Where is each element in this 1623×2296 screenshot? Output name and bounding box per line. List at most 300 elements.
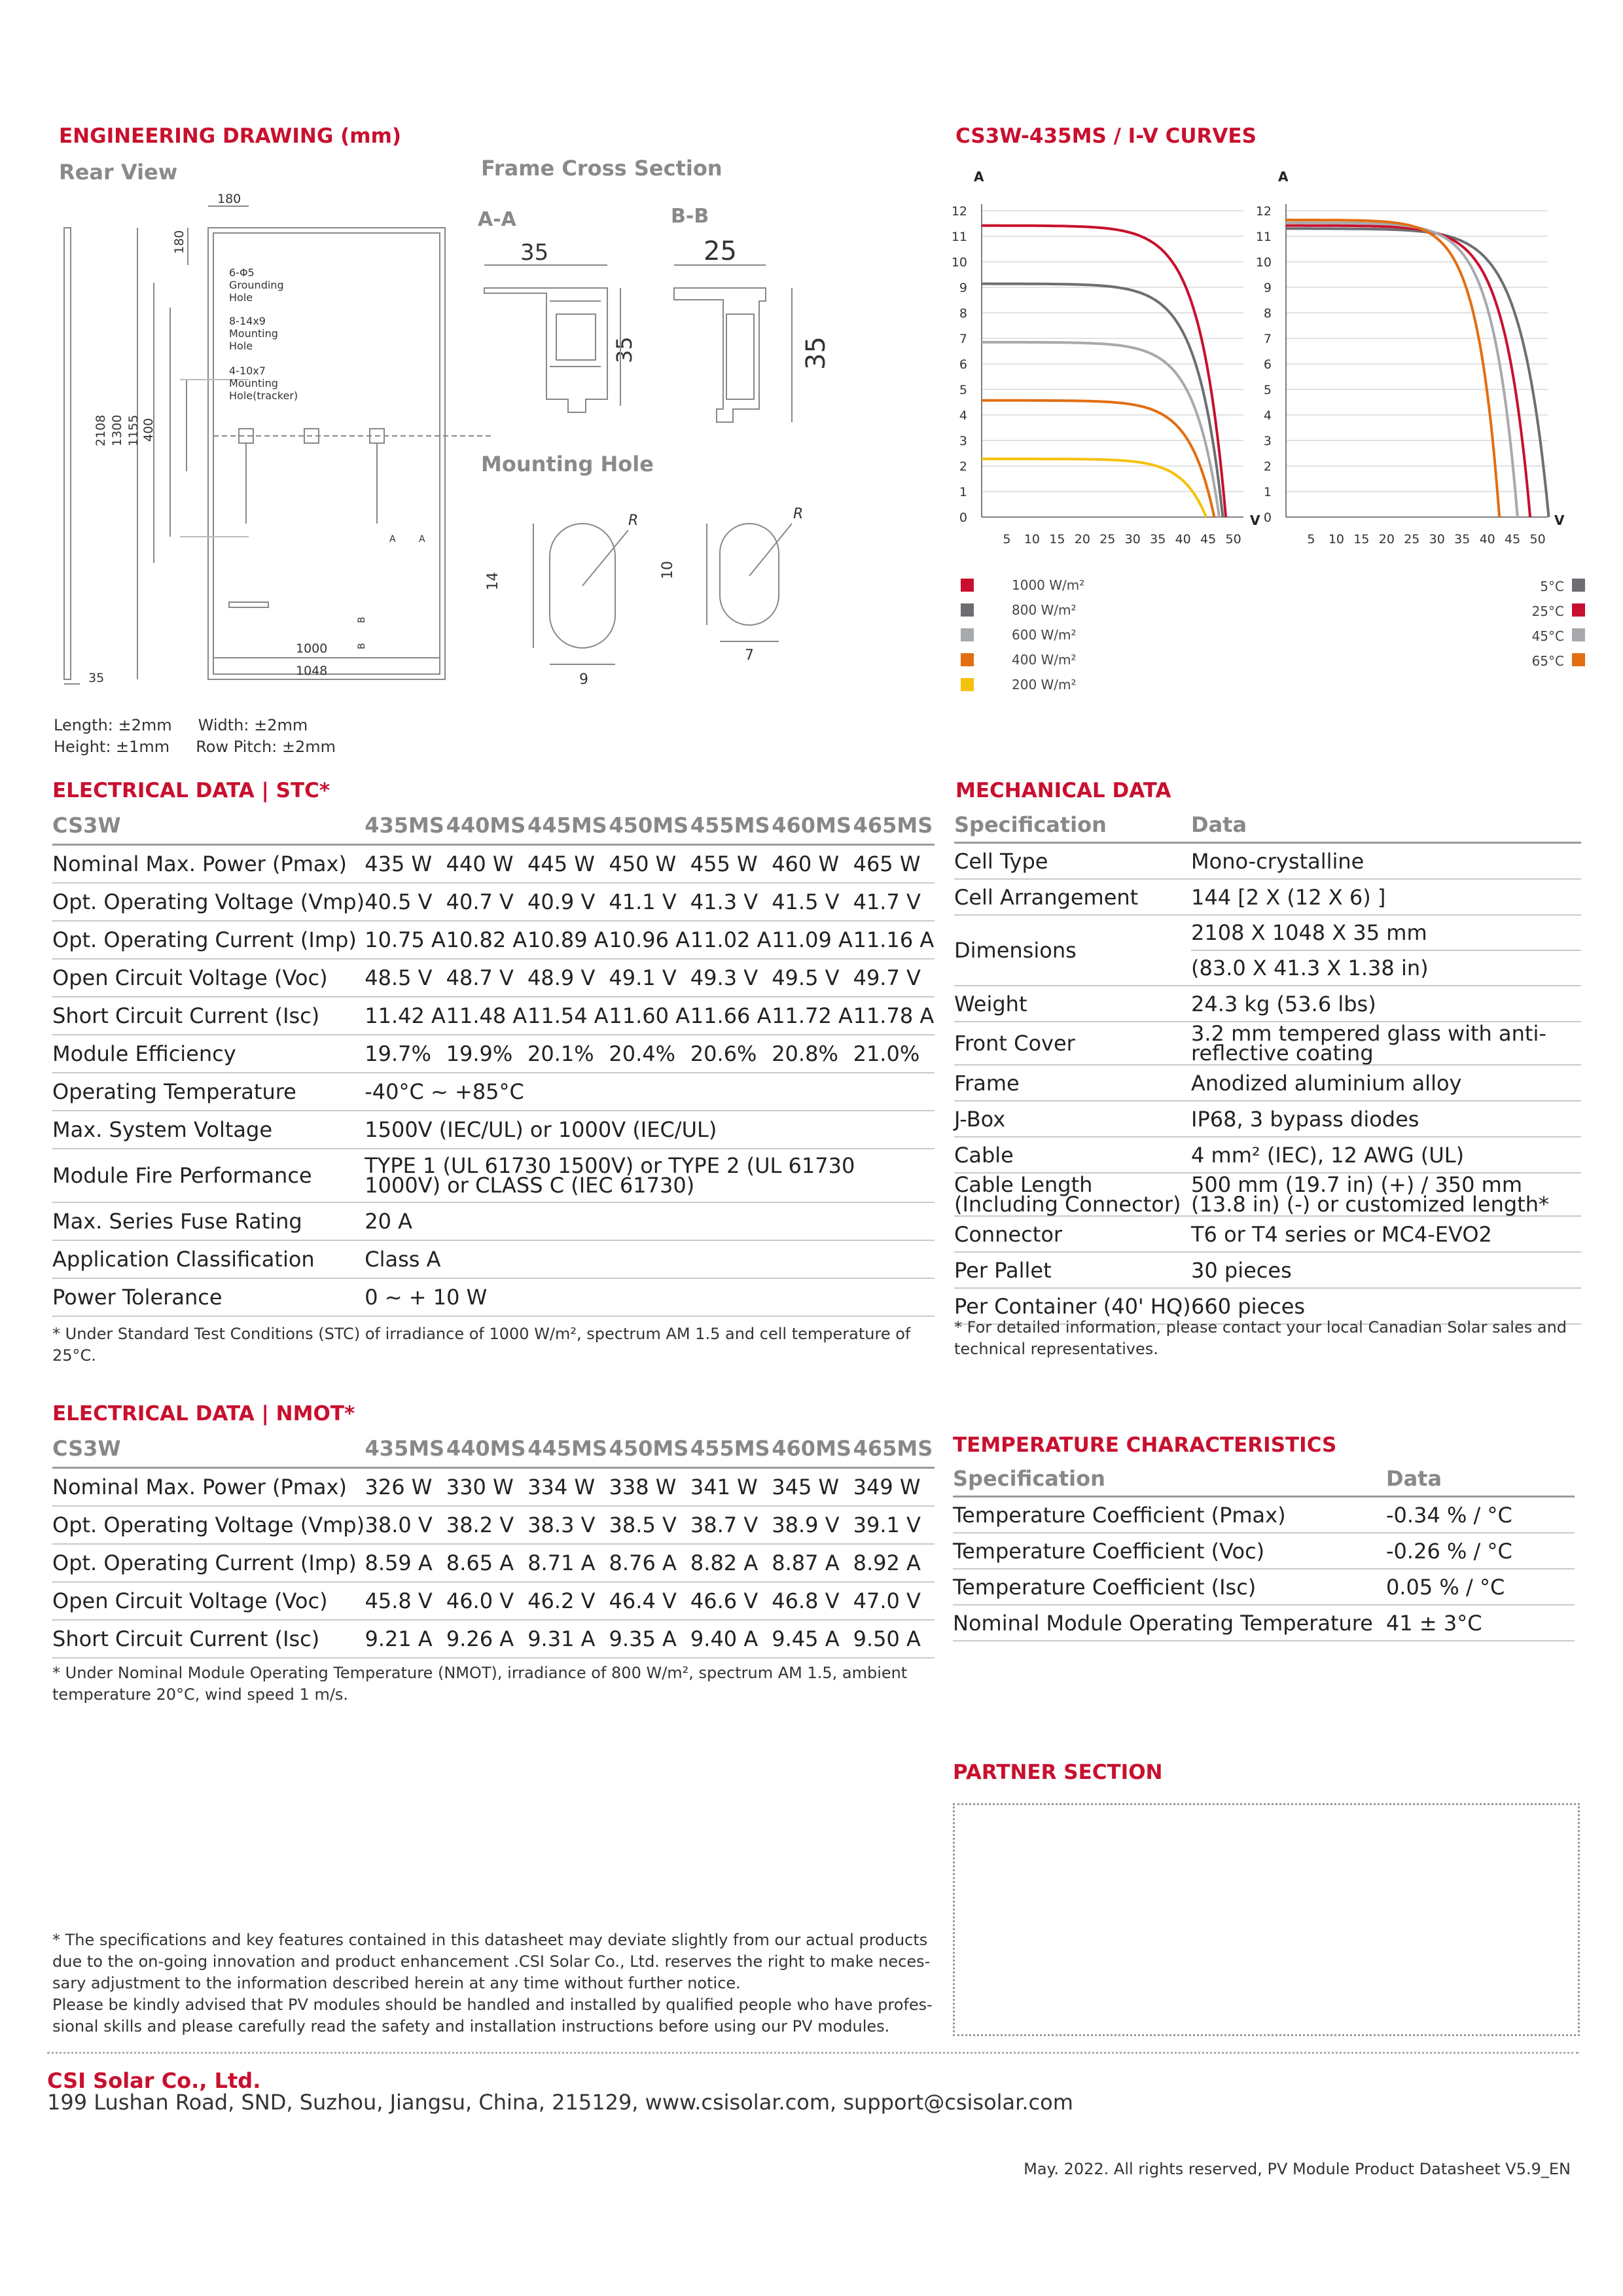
stc-span-label: Max. Series Fuse Rating xyxy=(52,1202,365,1240)
stc-row-label: Nominal Max. Power (Pmax) xyxy=(52,845,365,884)
section-mark-a1: A xyxy=(389,534,396,545)
mechanical-spec: J-Box xyxy=(954,1101,1191,1137)
stc-row-label: Opt. Operating Voltage (Vmp) xyxy=(52,883,365,921)
x-tick-label: 35 xyxy=(1150,532,1166,547)
y-tick-label: 7 xyxy=(959,332,967,346)
stc-span-row xyxy=(52,1111,935,1149)
aa-profile-inner xyxy=(550,301,601,367)
nmot-cell: 47.0 V xyxy=(853,1582,935,1620)
callout-grounding-3: Hole xyxy=(229,291,253,304)
stc-row xyxy=(52,921,935,959)
legend-swatch-5c xyxy=(1572,579,1585,592)
x-tick-label: 45 xyxy=(1200,532,1217,547)
stc-cell: 435 W xyxy=(365,845,446,884)
mechanical-header-spec: Specification xyxy=(954,807,1191,843)
x-tick-label: 35 xyxy=(1454,532,1471,547)
stc-span-row xyxy=(52,1149,935,1202)
y-tick-label: 4 xyxy=(1263,408,1272,423)
mh1-width: 9 xyxy=(579,672,588,688)
temperature-spec: Temperature Coefficient (Voc) xyxy=(953,1533,1386,1569)
nmot-cell: 45.8 V xyxy=(365,1582,446,1620)
aa-height: 35 xyxy=(612,336,637,363)
stc-cell: 49.7 V xyxy=(853,959,935,997)
callout-tracker-3: Hole(tracker) xyxy=(229,389,298,402)
stc-footnote: * Under Standard Test Conditions (STC) of irradiance of 1000 W/m², spectrum AM 1.5 and cell temperature of 25°C. xyxy=(52,1325,911,1365)
stc-span-value: 1500V (IEC/UL) or 1000V (IEC/UL) xyxy=(365,1111,935,1149)
stc-span-value: 0 ~ + 10 W xyxy=(365,1278,935,1316)
mechanical-data-title: MECHANICAL DATA xyxy=(955,779,1171,802)
nmot-row-label: Opt. Operating Current (Imp) xyxy=(52,1544,365,1582)
stc-cell: 49.3 V xyxy=(690,959,772,997)
mechanical-table xyxy=(954,807,1581,1325)
legend-label-200: 200 W/m² xyxy=(1012,677,1077,692)
mechanical-row xyxy=(954,1173,1581,1216)
stc-row-label: Opt. Operating Current (Imp) xyxy=(52,921,365,959)
stc-col-header: 460MS xyxy=(772,807,853,845)
x-tick-label: 25 xyxy=(1099,532,1116,547)
x-tick-label: 5 xyxy=(1307,532,1315,547)
nmot-cell: 8.59 A xyxy=(365,1544,446,1582)
y-tick-label: 11 xyxy=(951,230,967,244)
stc-cell: 41.3 V xyxy=(690,883,772,921)
legend-swatch-1000 xyxy=(961,579,974,592)
footer-company: CSI Solar Co., Ltd. xyxy=(47,2068,261,2093)
stc-row xyxy=(52,845,935,884)
section-mark-a2: A xyxy=(419,534,425,545)
nmot-header-row xyxy=(52,1430,935,1468)
mechanical-spec: Connector xyxy=(954,1216,1191,1252)
dim-400: 400 xyxy=(141,418,156,442)
iv-series-2-4 xyxy=(1286,220,1499,517)
y-tick-label: 2 xyxy=(1263,459,1272,474)
mechanical-spec: Weight xyxy=(954,986,1191,1022)
nmot-cell: 38.5 V xyxy=(609,1506,690,1544)
y-tick-label: 9 xyxy=(1263,281,1272,295)
nmot-cell: 39.1 V xyxy=(853,1506,935,1544)
temperature-value: 0.05 % / °C xyxy=(1386,1569,1575,1605)
nmot-col-header: 440MS xyxy=(446,1430,527,1468)
nmot-col-header: 450MS xyxy=(609,1430,690,1468)
mh1-radius: R xyxy=(628,512,639,529)
stc-row-label: Module Efficiency xyxy=(52,1035,365,1073)
bb-height: 35 xyxy=(801,336,831,370)
mechanical-value: 30 pieces xyxy=(1191,1252,1581,1288)
mounting-hole-2 xyxy=(720,524,779,625)
stc-span-label: Max. System Voltage xyxy=(52,1111,365,1149)
nmot-col-header: 455MS xyxy=(690,1430,772,1468)
legend-label-5c: 5°C xyxy=(1540,579,1564,594)
nmot-cell: 338 W xyxy=(609,1468,690,1507)
nmot-row xyxy=(52,1468,935,1507)
legend-swatch-25c xyxy=(1572,603,1585,617)
y-tick-label: 4 xyxy=(959,408,967,423)
stc-row xyxy=(52,883,935,921)
stc-model: CS3W xyxy=(52,807,365,845)
nmot-cell: 8.92 A xyxy=(853,1544,935,1582)
nmot-cell: 9.50 A xyxy=(853,1620,935,1658)
stc-col-header: 455MS xyxy=(690,807,772,845)
nmot-cell: 8.87 A xyxy=(772,1544,853,1582)
nmot-cell: 334 W xyxy=(527,1468,609,1507)
nmot-cell: 9.45 A xyxy=(772,1620,853,1658)
temperature-table xyxy=(953,1461,1575,1641)
footer-divider xyxy=(47,2052,1578,2054)
x-tick-label: 25 xyxy=(1404,532,1420,547)
nmot-cell: 349 W xyxy=(853,1468,935,1507)
mechanical-value: 660 pieces xyxy=(1191,1288,1581,1324)
iv-series-2-1 xyxy=(1286,228,1549,517)
temperature-spec: Nominal Module Operating Temperature xyxy=(953,1605,1386,1641)
mechanical-spec: Frame xyxy=(954,1065,1191,1101)
callout-grounding-1: 6-Φ5 xyxy=(229,266,255,279)
nmot-cell: 326 W xyxy=(365,1468,446,1507)
disclaimer-line4: Please be kindly advised that PV modules should be handled and installed by qualified people who have profes- xyxy=(52,1996,933,2014)
stc-cell: 20.6% xyxy=(690,1035,772,1073)
y-tick-label: 5 xyxy=(1263,383,1272,397)
dim-1048: 1048 xyxy=(296,664,328,678)
legend-swatch-65c xyxy=(1572,653,1585,666)
x-unit-label: V xyxy=(1250,512,1260,528)
stc-span-label: Module Fire Performance xyxy=(52,1149,365,1202)
stc-span-row xyxy=(52,1202,935,1240)
stc-cell: 49.1 V xyxy=(609,959,690,997)
stc-cell: 19.9% xyxy=(446,1035,527,1073)
stc-cell: 20.8% xyxy=(772,1035,853,1073)
nmot-cell: 9.31 A xyxy=(527,1620,609,1658)
y-tick-label: 10 xyxy=(951,255,967,270)
y-tick-label: 0 xyxy=(959,511,967,525)
stc-cell: 11.48 A xyxy=(446,997,527,1035)
nmot-footnote xyxy=(52,1662,942,1706)
aa-width: 35 xyxy=(520,240,549,266)
x-tick-label: 10 xyxy=(1024,532,1041,547)
nmot-col-header: 435MS xyxy=(365,1430,446,1468)
mechanical-value: Anodized aluminium alloy xyxy=(1191,1065,1581,1101)
mechanical-row-dimensions xyxy=(954,915,1581,986)
stc-cell: 465 W xyxy=(853,845,935,884)
stc-col-header: 440MS xyxy=(446,807,527,845)
stc-cell: 40.9 V xyxy=(527,883,609,921)
x-tick-label: 50 xyxy=(1529,532,1546,547)
aa-profile xyxy=(484,288,607,412)
nmot-cell: 38.2 V xyxy=(446,1506,527,1544)
stc-row-label: Open Circuit Voltage (Voc) xyxy=(52,959,365,997)
callout-grounding-2: Grounding xyxy=(229,279,284,291)
temperature-spec: Temperature Coefficient (Isc) xyxy=(953,1569,1386,1605)
stc-cell: 40.5 V xyxy=(365,883,446,921)
x-tick-label: 15 xyxy=(1049,532,1065,547)
y-tick-label: 11 xyxy=(1255,230,1272,244)
stc-cell: 20.4% xyxy=(609,1035,690,1073)
mechanical-spec: Front Cover xyxy=(954,1022,1191,1065)
mechanical-spec: Cell Arrangement xyxy=(954,879,1191,915)
temperature-value: 41 ± 3°C xyxy=(1386,1605,1575,1641)
y-tick-label: 9 xyxy=(959,281,967,295)
stc-cell: 11.78 A xyxy=(853,997,935,1035)
stc-cell: 11.72 A xyxy=(772,997,853,1035)
stc-cell: 40.7 V xyxy=(446,883,527,921)
x-tick-label: 10 xyxy=(1328,532,1345,547)
nmot-cell: 8.71 A xyxy=(527,1544,609,1582)
stc-span-label: Application Classification xyxy=(52,1240,365,1278)
temperature-value: -0.26 % / °C xyxy=(1386,1533,1575,1569)
mechanical-row xyxy=(954,1252,1581,1288)
mechanical-row xyxy=(954,1065,1581,1101)
stc-title: ELECTRICAL DATA | STC* xyxy=(52,779,330,802)
stc-span-value: TYPE 1 (UL 61730 1500V) or TYPE 2 (UL 61730 1000V) or CLASS C (IEC 61730) xyxy=(365,1149,935,1202)
nmot-cell: 8.65 A xyxy=(446,1544,527,1582)
nmot-cell: 9.40 A xyxy=(690,1620,772,1658)
mechanical-row xyxy=(954,1216,1581,1252)
nmot-cell: 46.6 V xyxy=(690,1582,772,1620)
stc-cell: 11.42 A xyxy=(365,997,446,1035)
mechanical-row xyxy=(954,1137,1581,1173)
stc-row xyxy=(52,959,935,997)
mechanical-header-data: Data xyxy=(1191,807,1581,843)
x-tick-label: 15 xyxy=(1353,532,1370,547)
mounting-hole-label: Mounting Hole xyxy=(481,452,654,476)
temperature-header-data: Data xyxy=(1386,1461,1575,1497)
nmot-cell: 8.76 A xyxy=(609,1544,690,1582)
x-tick-label: 30 xyxy=(1429,532,1445,547)
dim-180-side: 180 xyxy=(172,230,187,254)
x-tick-label: 20 xyxy=(1378,532,1395,547)
stc-cell: 41.5 V xyxy=(772,883,853,921)
tolerances xyxy=(54,715,336,758)
iv-panel-1 xyxy=(952,169,1260,547)
x-tick-label: 30 xyxy=(1124,532,1141,547)
tolerance-row-pitch: Row Pitch: ±2mm xyxy=(196,738,336,756)
nmot-cell: 46.2 V xyxy=(527,1582,609,1620)
stc-cell: 460 W xyxy=(772,845,853,884)
iv-curves-chart xyxy=(942,164,1597,550)
iv-series-1-3 xyxy=(982,342,1219,517)
y-tick-label: 10 xyxy=(1255,255,1272,270)
disclaimer-line2: due to the on-going innovation and product enhancement .CSI Solar Co., Ltd. reserves the right to make neces- xyxy=(52,1952,931,1971)
dim-180-top: 180 xyxy=(217,192,241,206)
y-tick-label: 8 xyxy=(1263,306,1272,321)
nmot-cell: 9.26 A xyxy=(446,1620,527,1658)
y-tick-label: 0 xyxy=(1263,511,1272,525)
stc-col-header: 445MS xyxy=(527,807,609,845)
stc-col-header: 465MS xyxy=(853,807,935,845)
side-profile xyxy=(64,228,71,679)
mechanical-header-row xyxy=(954,807,1581,843)
mechanical-spec: Cell Type xyxy=(954,843,1191,880)
stc-cell: 10.89 A xyxy=(527,921,609,959)
legend-swatch-400 xyxy=(961,653,974,666)
legend-label-45c: 45°C xyxy=(1531,628,1564,644)
nmot-model: CS3W xyxy=(52,1430,365,1468)
iv-series-1-1 xyxy=(982,226,1226,517)
x-tick-label: 40 xyxy=(1175,532,1191,547)
disclaimer xyxy=(52,1929,942,2037)
stc-cell: 49.5 V xyxy=(772,959,853,997)
section-aa-label: A-A xyxy=(478,208,516,231)
legend-label-25c: 25°C xyxy=(1531,603,1564,619)
temperature-row xyxy=(953,1605,1575,1641)
nmot-cell: 9.21 A xyxy=(365,1620,446,1658)
mechanical-row xyxy=(954,1022,1581,1065)
y-tick-label: 3 xyxy=(1263,434,1272,448)
y-tick-label: 1 xyxy=(959,485,967,499)
legend-label-800: 800 W/m² xyxy=(1012,602,1077,618)
temperature-header-row xyxy=(953,1461,1575,1497)
nmot-row-label: Opt. Operating Voltage (Vmp) xyxy=(52,1506,365,1544)
stc-cell: 11.66 A xyxy=(690,997,772,1035)
mh2-radius: R xyxy=(793,506,804,522)
nmot-cell: 46.4 V xyxy=(609,1582,690,1620)
stc-cell: 48.7 V xyxy=(446,959,527,997)
mechanical-value-dimensions xyxy=(1191,915,1581,986)
callout-mounting-3: Hole xyxy=(229,340,253,352)
legend-swatch-45c xyxy=(1572,628,1585,641)
mechanical-value: 3.2 mm tempered glass with anti-reflective coating xyxy=(1191,1022,1581,1065)
y-tick-label: 12 xyxy=(1255,204,1272,219)
legend-swatch-200 xyxy=(961,678,974,691)
nmot-col-header: 465MS xyxy=(853,1430,935,1468)
nmot-cell: 38.0 V xyxy=(365,1506,446,1544)
stc-span-row xyxy=(52,1073,935,1111)
nmot-cell: 345 W xyxy=(772,1468,853,1507)
callout-tracker-1: 4-10x7 xyxy=(229,365,266,377)
nmot-cell: 330 W xyxy=(446,1468,527,1507)
stc-span-row xyxy=(52,1240,935,1278)
stc-span-label: Power Tolerance xyxy=(52,1278,365,1316)
y-tick-label: 7 xyxy=(1263,332,1272,346)
rear-view-label: Rear View xyxy=(59,160,178,185)
section-mark-b2: B xyxy=(357,643,367,649)
stc-span-label: Operating Temperature xyxy=(52,1073,365,1111)
stc-table xyxy=(52,807,935,1317)
tolerance-length: Length: ±2mm xyxy=(54,716,172,734)
y-tick-label: 6 xyxy=(1263,357,1272,372)
legend-swatch-800 xyxy=(961,603,974,617)
bb-profile-inner xyxy=(726,314,754,399)
iv-panel-2 xyxy=(1256,169,1565,547)
nmot-row xyxy=(52,1582,935,1620)
stc-cell: 20.1% xyxy=(527,1035,609,1073)
nmot-col-header: 460MS xyxy=(772,1430,853,1468)
dim-1000: 1000 xyxy=(296,641,328,656)
nmot-cell: 38.7 V xyxy=(690,1506,772,1544)
stc-cell: 11.09 A xyxy=(772,921,853,959)
mechanical-row xyxy=(954,843,1581,880)
nmot-row-label: Short Circuit Current (Isc) xyxy=(52,1620,365,1658)
y-unit-label: A xyxy=(1278,169,1289,185)
stc-row-label: Short Circuit Current (Isc) xyxy=(52,997,365,1035)
y-tick-label: 6 xyxy=(959,357,967,372)
stc-cell: 445 W xyxy=(527,845,609,884)
nmot-footnote-line2: temperature 20°C, wind speed 1 m/s. xyxy=(52,1685,349,1704)
section-bb-label: B-B xyxy=(671,205,709,228)
temperature-row xyxy=(953,1497,1575,1534)
stc-cell: 10.82 A xyxy=(446,921,527,959)
stc-cell: 11.16 A xyxy=(853,921,935,959)
dimensions-in: (83.0 X 41.3 X 1.38 in) xyxy=(1191,950,1581,985)
nmot-row xyxy=(52,1544,935,1582)
stc-cell: 19.7% xyxy=(365,1035,446,1073)
stc-cell: 10.75 A xyxy=(365,921,446,959)
frame-cross-section-label: Frame Cross Section xyxy=(481,156,722,181)
mechanical-value: 500 mm (19.7 in) (+) / 350 mm (13.8 in) (-) or customized length* xyxy=(1191,1173,1581,1216)
stc-cell: 41.1 V xyxy=(609,883,690,921)
mechanical-value: T6 or T4 series or MC4-EVO2 xyxy=(1191,1216,1581,1252)
dim-35: 35 xyxy=(88,671,105,685)
stc-cell: 440 W xyxy=(446,845,527,884)
engineering-drawing-title: ENGINEERING DRAWING (mm) xyxy=(59,124,402,148)
nmot-table xyxy=(52,1430,935,1659)
nmot-cell: 46.0 V xyxy=(446,1582,527,1620)
y-unit-label: A xyxy=(974,169,984,185)
mechanical-spec: Cable Length (Including Connector) xyxy=(954,1173,1191,1216)
stc-cell: 455 W xyxy=(690,845,772,884)
mh2-width: 7 xyxy=(745,647,754,664)
tolerance-width: Width: ±2mm xyxy=(198,716,308,734)
stc-cell: 10.96 A xyxy=(609,921,690,959)
mechanical-row xyxy=(954,1101,1581,1137)
callout-mounting-2: Mounting xyxy=(229,327,278,340)
mechanical-spec: Dimensions xyxy=(954,915,1191,986)
stc-span-value: Class A xyxy=(365,1240,935,1278)
nmot-title: ELECTRICAL DATA | NMOT* xyxy=(52,1402,355,1426)
stc-row xyxy=(52,997,935,1035)
stc-span-value: -40°C ~ +85°C xyxy=(365,1073,935,1111)
stc-cell: 48.9 V xyxy=(527,959,609,997)
nmot-cell: 341 W xyxy=(690,1468,772,1507)
nmot-row xyxy=(52,1620,935,1658)
mechanical-value: 144 [2 X (12 X 6) ] xyxy=(1191,879,1581,915)
y-tick-label: 5 xyxy=(959,383,967,397)
mh1-height: 14 xyxy=(485,572,501,590)
temperature-row xyxy=(953,1533,1575,1569)
dim-1155: 1155 xyxy=(126,414,141,446)
mechanical-value: IP68, 3 bypass diodes xyxy=(1191,1101,1581,1137)
callout-tracker-2: Mounting xyxy=(229,377,278,389)
nmot-footnote-line1: * Under Nominal Module Operating Temperature (NMOT), irradiance of 800 W/m², spectrum AM 1.5, ambient xyxy=(52,1664,908,1682)
tolerance-height: Height: ±1mm xyxy=(54,738,170,756)
mechanical-footnote: * For detailed information, please contact your local Canadian Solar sales and technical representatives. xyxy=(954,1318,1567,1358)
mechanical-value: Mono-crystalline xyxy=(1191,843,1581,880)
dim-2108: 2108 xyxy=(94,414,108,446)
disclaimer-line1: * The specifications and key features contained in this datasheet may deviate slightly from our actual products xyxy=(52,1931,928,1949)
nmot-row-label: Open Circuit Voltage (Voc) xyxy=(52,1582,365,1620)
engineering-drawing-svg xyxy=(39,183,969,694)
mechanical-spec: Cable xyxy=(954,1137,1191,1173)
x-tick-label: 45 xyxy=(1505,532,1521,547)
stc-row xyxy=(52,1035,935,1073)
legend-label-1000: 1000 W/m² xyxy=(1012,577,1085,593)
iv-series-1-5 xyxy=(982,459,1206,517)
y-tick-label: 12 xyxy=(951,204,967,219)
temperature-spec: Temperature Coefficient (Pmax) xyxy=(953,1497,1386,1534)
stc-cell: 11.60 A xyxy=(609,997,690,1035)
legend-label-65c: 65°C xyxy=(1531,653,1564,669)
y-tick-label: 2 xyxy=(959,459,967,474)
nmot-cell: 38.9 V xyxy=(772,1506,853,1544)
iv-curves-title: CS3W-435MS / I-V CURVES xyxy=(955,124,1257,148)
footer-address: 199 Lushan Road, SND, Suzhou, Jiangsu, China, 215129, www.csisolar.com, support@csisolar.com xyxy=(47,2090,1073,2115)
nmot-cell: 9.35 A xyxy=(609,1620,690,1658)
dimensions-mm: 2108 X 1048 X 35 mm xyxy=(1191,920,1427,945)
callout-mounting-1: 8-14x9 xyxy=(229,315,266,327)
nmot-cell: 8.82 A xyxy=(690,1544,772,1582)
mechanical-value: 4 mm² (IEC), 12 AWG (UL) xyxy=(1191,1137,1581,1173)
label-plate xyxy=(229,602,268,607)
y-tick-label: 3 xyxy=(959,434,967,448)
stc-header-row xyxy=(52,807,935,845)
x-tick-label: 50 xyxy=(1225,532,1241,547)
